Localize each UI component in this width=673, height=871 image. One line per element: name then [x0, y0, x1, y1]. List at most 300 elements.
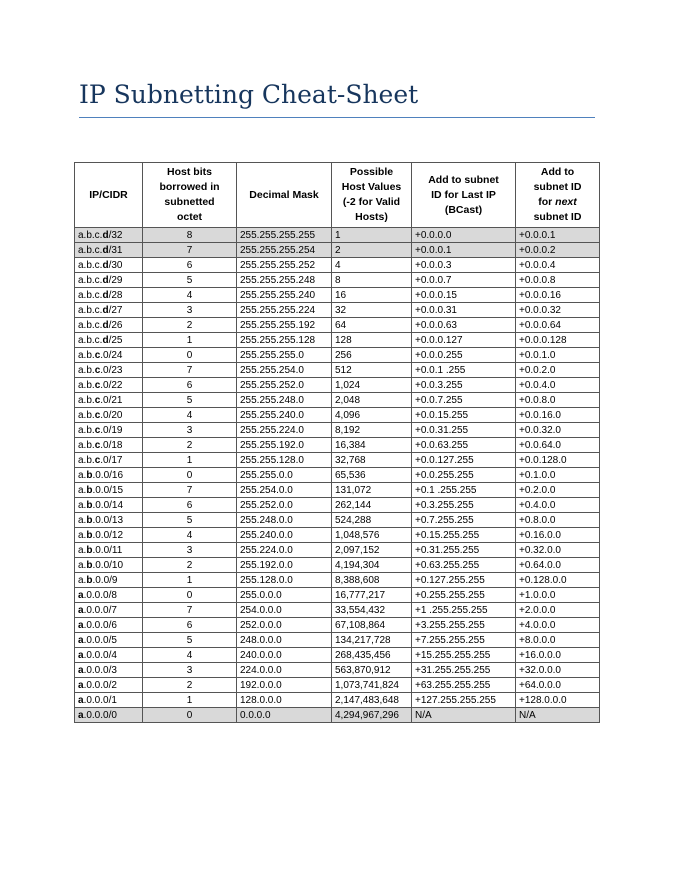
cell-next-subnet: +0.4.0.0: [516, 498, 600, 513]
cell-last-ip: +0.0.3.255: [412, 378, 516, 393]
cell-decimal-mask: 224.0.0.0: [237, 663, 332, 678]
header-next-line: subnet ID: [533, 181, 582, 193]
cell-decimal-mask: 254.0.0.0: [237, 603, 332, 618]
cidr-octet: a: [78, 664, 84, 676]
cell-last-ip: +0.0.7.255: [412, 393, 516, 408]
cell-decimal-mask: 192.0.0.0: [237, 678, 332, 693]
cidr-octet: b: [86, 529, 93, 541]
cell-decimal-mask: 255.255.254.0: [237, 363, 332, 378]
cidr-suffix: .0.0.0/1: [83, 694, 117, 706]
table-row: [75, 348, 600, 363]
cidr-suffix: .0.0/10: [92, 559, 124, 571]
cidr-octet: c: [94, 364, 101, 376]
cidr-suffix: .0.0/16: [92, 469, 124, 481]
cell-possible-hosts: 4: [332, 258, 412, 273]
cell-decimal-mask: 255.255.252.0: [237, 378, 332, 393]
cidr-prefix: a.b.c.: [78, 289, 103, 301]
cell-last-ip: +0.0.63.255: [412, 438, 516, 453]
cell-next-subnet: +1.0.0.0: [516, 588, 600, 603]
cell-next-subnet: +4.0.0.0: [516, 618, 600, 633]
table-body: [75, 228, 600, 723]
table-row: [75, 423, 600, 438]
cidr-prefix: a.: [78, 469, 87, 481]
cell-last-ip: +0.0.0.15: [412, 288, 516, 303]
table-row: [75, 513, 600, 528]
cidr-suffix: /31: [108, 244, 123, 256]
page-title: IP Subnetting Cheat-Sheet: [79, 80, 419, 109]
cell-cidr: [75, 288, 143, 303]
cidr-octet: c: [94, 439, 101, 451]
header-next-line: subnet ID: [533, 211, 582, 223]
cell-possible-hosts: 16: [332, 288, 412, 303]
cidr-suffix: .0.0.0/0: [83, 709, 117, 721]
cell-decimal-mask: 0.0.0.0: [237, 708, 332, 723]
table-row: [75, 498, 600, 513]
cell-next-subnet: +0.0.8.0: [516, 393, 600, 408]
cidr-octet: d: [102, 334, 109, 346]
header-row: [75, 163, 600, 228]
cell-last-ip: +0.0.15.255: [412, 408, 516, 423]
cell-host-bits: 4: [143, 648, 237, 663]
cidr-octet: a: [78, 604, 84, 616]
table-row: [75, 333, 600, 348]
cidr-suffix: .0.0.0/2: [83, 679, 117, 691]
cidr-suffix: .0/21: [100, 394, 123, 406]
cidr-octet: c: [94, 394, 101, 406]
cell-host-bits: 3: [143, 543, 237, 558]
table-row: [75, 378, 600, 393]
cidr-prefix: a.: [78, 574, 87, 586]
cell-possible-hosts: 2,097,152: [332, 543, 412, 558]
cell-last-ip: +3.255.255.255: [412, 618, 516, 633]
cell-host-bits: 6: [143, 498, 237, 513]
cell-host-bits: 1: [143, 693, 237, 708]
cidr-octet: d: [102, 319, 109, 331]
cell-last-ip: +0.0.255.255: [412, 468, 516, 483]
cell-decimal-mask: 255.255.255.240: [237, 288, 332, 303]
table-row: [75, 558, 600, 573]
cidr-octet: b: [86, 514, 93, 526]
cell-possible-hosts: 16,777,217: [332, 588, 412, 603]
cell-cidr: [75, 528, 143, 543]
cell-host-bits: 2: [143, 678, 237, 693]
table-row: [75, 483, 600, 498]
table-row: [75, 618, 600, 633]
cell-last-ip: +0.0.0.255: [412, 348, 516, 363]
cidr-suffix: .0.0.0/3: [83, 664, 117, 676]
cell-next-subnet: +0.16.0.0: [516, 528, 600, 543]
cell-host-bits: 2: [143, 558, 237, 573]
cell-next-subnet: +0.0.0.32: [516, 303, 600, 318]
table-row: [75, 468, 600, 483]
table-row: [75, 648, 600, 663]
cidr-suffix: /25: [108, 334, 123, 346]
header-host-bits-line: borrowed in: [159, 181, 220, 193]
cidr-octet: b: [86, 484, 93, 496]
cell-possible-hosts: 32: [332, 303, 412, 318]
cell-next-subnet: +0.0.128.0: [516, 453, 600, 468]
cell-next-subnet: +0.0.0.4: [516, 258, 600, 273]
cell-decimal-mask: 255.240.0.0: [237, 528, 332, 543]
cell-cidr: [75, 513, 143, 528]
cidr-prefix: a.b.: [78, 364, 95, 376]
table-row: [75, 543, 600, 558]
table-row: [75, 453, 600, 468]
cidr-suffix: .0/22: [100, 379, 123, 391]
cell-last-ip: +0.0.0.7: [412, 273, 516, 288]
cell-host-bits: 3: [143, 663, 237, 678]
cell-next-subnet: +0.0.16.0: [516, 408, 600, 423]
cell-last-ip: +0.15.255.255: [412, 528, 516, 543]
cell-possible-hosts: 563,870,912: [332, 663, 412, 678]
cell-host-bits: 5: [143, 273, 237, 288]
cell-possible-hosts: 1,073,741,824: [332, 678, 412, 693]
header-ip-cidr: IP/CIDR: [75, 163, 143, 228]
cell-last-ip: +0.0.127.255: [412, 453, 516, 468]
cell-next-subnet: +0.0.1.0: [516, 348, 600, 363]
cell-possible-hosts: 8: [332, 273, 412, 288]
cell-last-ip: +0.127.255.255: [412, 573, 516, 588]
cell-decimal-mask: 255.254.0.0: [237, 483, 332, 498]
cell-next-subnet: +16.0.0.0: [516, 648, 600, 663]
cidr-prefix: a.b.: [78, 394, 95, 406]
cidr-suffix: .0/18: [100, 439, 123, 451]
cell-last-ip: +0.0.0.0: [412, 228, 516, 243]
header-hosts-line: Possible: [349, 166, 394, 178]
cidr-suffix: .0.0.0/8: [83, 589, 117, 601]
cell-possible-hosts: 33,554,432: [332, 603, 412, 618]
cidr-prefix: a.: [78, 484, 87, 496]
cell-possible-hosts: 134,217,728: [332, 633, 412, 648]
cidr-prefix: a.: [78, 514, 87, 526]
cell-cidr: [75, 333, 143, 348]
cell-next-subnet: +0.0.4.0: [516, 378, 600, 393]
cidr-suffix: /28: [108, 289, 123, 301]
cell-next-subnet: +0.2.0.0: [516, 483, 600, 498]
cidr-prefix: a.b.: [78, 379, 95, 391]
cell-possible-hosts: 8,192: [332, 423, 412, 438]
cell-host-bits: 1: [143, 453, 237, 468]
table-row: [75, 603, 600, 618]
cell-decimal-mask: 255.248.0.0: [237, 513, 332, 528]
cidr-prefix: a.b.: [78, 349, 95, 361]
title-underline: [79, 117, 595, 118]
cidr-prefix: a.: [78, 544, 87, 556]
cell-possible-hosts: 1,048,576: [332, 528, 412, 543]
cell-decimal-mask: 255.255.248.0: [237, 393, 332, 408]
cell-possible-hosts: 8,388,608: [332, 573, 412, 588]
cell-cidr: [75, 648, 143, 663]
cell-decimal-mask: 255.255.192.0: [237, 438, 332, 453]
cell-cidr: [75, 243, 143, 258]
cell-cidr: [75, 468, 143, 483]
cell-host-bits: 3: [143, 423, 237, 438]
cidr-prefix: a.b.c.: [78, 274, 103, 286]
cell-next-subnet: +0.0.0.2: [516, 243, 600, 258]
cell-next-subnet: +0.32.0.0: [516, 543, 600, 558]
cell-possible-hosts: 4,096: [332, 408, 412, 423]
cidr-octet: a: [78, 694, 84, 706]
table-row: [75, 588, 600, 603]
cell-cidr: [75, 633, 143, 648]
cell-next-subnet: +0.128.0.0: [516, 573, 600, 588]
cidr-prefix: a.: [78, 499, 87, 511]
table-row: [75, 393, 600, 408]
cell-cidr: [75, 303, 143, 318]
cidr-suffix: .0/17: [100, 454, 123, 466]
cell-host-bits: 4: [143, 408, 237, 423]
cell-possible-hosts: 2,147,483,648: [332, 693, 412, 708]
cell-decimal-mask: 255.192.0.0: [237, 558, 332, 573]
cell-cidr: [75, 438, 143, 453]
cell-cidr: [75, 453, 143, 468]
cell-host-bits: 8: [143, 228, 237, 243]
cell-decimal-mask: 255.224.0.0: [237, 543, 332, 558]
cidr-prefix: a.: [78, 559, 87, 571]
table-row: [75, 363, 600, 378]
cidr-suffix: .0.0/13: [92, 514, 124, 526]
cidr-octet: c: [94, 454, 101, 466]
cidr-octet: c: [94, 409, 101, 421]
cell-cidr: [75, 498, 143, 513]
cell-decimal-mask: 255.255.240.0: [237, 408, 332, 423]
header-host-bits: [143, 163, 237, 228]
cell-cidr: [75, 363, 143, 378]
table-row: [75, 228, 600, 243]
cell-cidr: [75, 573, 143, 588]
header-last-line: Add to subnet: [428, 173, 499, 186]
cell-cidr: [75, 423, 143, 438]
cell-possible-hosts: 512: [332, 363, 412, 378]
cell-cidr: [75, 258, 143, 273]
subnetting-table: [74, 162, 600, 723]
cell-cidr: [75, 588, 143, 603]
cell-last-ip: +15.255.255.255: [412, 648, 516, 663]
cidr-suffix: .0.0/12: [92, 529, 124, 541]
header-next-emphasis: next: [555, 196, 577, 208]
header-last-line: ID for Last IP: [431, 188, 496, 201]
cell-decimal-mask: 255.0.0.0: [237, 588, 332, 603]
cell-host-bits: 7: [143, 363, 237, 378]
cell-next-subnet: +0.64.0.0: [516, 558, 600, 573]
cell-cidr: [75, 603, 143, 618]
cidr-suffix: .0/24: [100, 349, 123, 361]
cell-decimal-mask: 255.255.255.192: [237, 318, 332, 333]
cell-possible-hosts: 2,048: [332, 393, 412, 408]
cell-cidr: [75, 663, 143, 678]
cell-decimal-mask: 255.255.255.224: [237, 303, 332, 318]
cell-possible-hosts: 4,294,967,296: [332, 708, 412, 723]
cell-last-ip: +31.255.255.255: [412, 663, 516, 678]
cell-host-bits: 2: [143, 318, 237, 333]
cell-decimal-mask: 255.252.0.0: [237, 498, 332, 513]
header-host-bits-line: Host bits: [167, 166, 212, 178]
cidr-suffix: .0/23: [100, 364, 123, 376]
cell-decimal-mask: 255.255.255.252: [237, 258, 332, 273]
cell-next-subnet: +32.0.0.0: [516, 663, 600, 678]
table-row: [75, 408, 600, 423]
cell-host-bits: 0: [143, 708, 237, 723]
cell-next-subnet: +8.0.0.0: [516, 633, 600, 648]
cidr-octet: d: [102, 259, 109, 271]
cidr-octet: d: [102, 244, 109, 256]
cell-next-subnet: +0.0.0.8: [516, 273, 600, 288]
cidr-octet: a: [78, 649, 84, 661]
cell-cidr: [75, 693, 143, 708]
cell-host-bits: 0: [143, 468, 237, 483]
table-row: [75, 273, 600, 288]
cidr-prefix: a.b.c.: [78, 229, 103, 241]
table-row: [75, 663, 600, 678]
cidr-octet: b: [86, 574, 93, 586]
header-last-line: (BCast): [444, 203, 483, 216]
cell-decimal-mask: 240.0.0.0: [237, 648, 332, 663]
cell-last-ip: +63.255.255.255: [412, 678, 516, 693]
table-row: [75, 288, 600, 303]
cidr-suffix: /27: [108, 304, 123, 316]
cidr-suffix: /29: [108, 274, 123, 286]
header-hosts-line: Host Values: [341, 181, 402, 193]
cidr-octet: d: [102, 304, 109, 316]
cell-possible-hosts: 16,384: [332, 438, 412, 453]
cell-cidr: [75, 618, 143, 633]
cell-host-bits: 4: [143, 288, 237, 303]
cidr-octet: b: [86, 559, 93, 571]
cell-next-subnet: +0.0.2.0: [516, 363, 600, 378]
cell-possible-hosts: 1: [332, 228, 412, 243]
header-possible-hosts: [332, 163, 412, 228]
cell-decimal-mask: 255.255.255.255: [237, 228, 332, 243]
cidr-suffix: /30: [108, 259, 123, 271]
cell-last-ip: +0.0.0.1: [412, 243, 516, 258]
cell-decimal-mask: 255.255.255.248: [237, 273, 332, 288]
cell-next-subnet: N/A: [516, 708, 600, 723]
cidr-octet: a: [78, 589, 84, 601]
header-hosts-line: (-2 for Valid: [342, 196, 401, 208]
cell-possible-hosts: 262,144: [332, 498, 412, 513]
cell-last-ip: +0.0.0.31: [412, 303, 516, 318]
header-next-line: for: [538, 196, 553, 208]
cell-cidr: [75, 483, 143, 498]
cidr-suffix: .0.0/9: [92, 574, 118, 586]
cell-decimal-mask: 255.255.0.0: [237, 468, 332, 483]
cell-next-subnet: +0.8.0.0: [516, 513, 600, 528]
cell-host-bits: 0: [143, 348, 237, 363]
cell-host-bits: 6: [143, 258, 237, 273]
cidr-suffix: .0.0.0/5: [83, 634, 117, 646]
cell-next-subnet: +0.0.0.128: [516, 333, 600, 348]
cell-decimal-mask: 255.128.0.0: [237, 573, 332, 588]
cell-last-ip: +1 .255.255.255: [412, 603, 516, 618]
header-host-bits-line: octet: [176, 211, 203, 223]
cell-possible-hosts: 67,108,864: [332, 618, 412, 633]
cell-host-bits: 0: [143, 588, 237, 603]
cidr-prefix: a.b.c.: [78, 259, 103, 271]
cell-host-bits: 6: [143, 618, 237, 633]
cell-cidr: [75, 318, 143, 333]
table-row: [75, 573, 600, 588]
cell-next-subnet: +0.0.0.16: [516, 288, 600, 303]
table-row: [75, 633, 600, 648]
cidr-octet: d: [102, 289, 109, 301]
cidr-octet: d: [102, 274, 109, 286]
cell-next-subnet: +0.0.0.64: [516, 318, 600, 333]
cell-host-bits: 2: [143, 438, 237, 453]
cell-last-ip: +0.0.0.63: [412, 318, 516, 333]
cidr-octet: c: [94, 424, 101, 436]
cidr-octet: d: [102, 229, 109, 241]
cell-last-ip: +7.255.255.255: [412, 633, 516, 648]
cell-last-ip: +0.255.255.255: [412, 588, 516, 603]
cell-host-bits: 1: [143, 573, 237, 588]
table-row: [75, 438, 600, 453]
cidr-octet: b: [86, 499, 93, 511]
cell-next-subnet: +0.0.64.0: [516, 438, 600, 453]
cidr-octet: b: [86, 469, 93, 481]
cell-possible-hosts: 65,536: [332, 468, 412, 483]
cell-last-ip: +0.7.255.255: [412, 513, 516, 528]
cell-decimal-mask: 255.255.255.128: [237, 333, 332, 348]
cell-host-bits: 7: [143, 483, 237, 498]
header-next-subnet: [516, 163, 600, 228]
cidr-suffix: .0.0/14: [92, 499, 124, 511]
cell-cidr: [75, 273, 143, 288]
cell-host-bits: 1: [143, 333, 237, 348]
cell-decimal-mask: 255.255.224.0: [237, 423, 332, 438]
cell-possible-hosts: 2: [332, 243, 412, 258]
cidr-prefix: a.b.: [78, 409, 95, 421]
cell-possible-hosts: 131,072: [332, 483, 412, 498]
cell-last-ip: +0.0.31.255: [412, 423, 516, 438]
cell-decimal-mask: 255.255.255.0: [237, 348, 332, 363]
cidr-octet: a: [78, 709, 84, 721]
cell-next-subnet: +0.0.32.0: [516, 423, 600, 438]
cell-host-bits: 7: [143, 243, 237, 258]
cidr-octet: c: [94, 379, 101, 391]
table-row: [75, 303, 600, 318]
cell-last-ip: +0.3.255.255: [412, 498, 516, 513]
cell-last-ip: +0.63.255.255: [412, 558, 516, 573]
cell-next-subnet: +0.1.0.0: [516, 468, 600, 483]
header-last-ip: [412, 163, 516, 228]
cell-cidr: [75, 228, 143, 243]
header-decimal-mask: Decimal Mask: [237, 163, 332, 228]
cidr-octet: a: [78, 634, 84, 646]
cell-cidr: [75, 378, 143, 393]
cidr-suffix: .0.0.0/4: [83, 649, 117, 661]
cidr-prefix: a.b.c.: [78, 334, 103, 346]
cidr-prefix: a.b.: [78, 424, 95, 436]
cidr-prefix: a.: [78, 529, 87, 541]
cell-host-bits: 5: [143, 633, 237, 648]
cell-last-ip: +0.0.0.127: [412, 333, 516, 348]
table-row: [75, 258, 600, 273]
header-hosts-line: Hosts): [355, 211, 388, 223]
header-next-line: Add to: [540, 166, 575, 178]
cidr-suffix: /32: [108, 229, 123, 241]
cidr-prefix: a.b.c.: [78, 319, 103, 331]
cidr-prefix: a.b.: [78, 454, 95, 466]
cell-last-ip: N/A: [412, 708, 516, 723]
cell-possible-hosts: 128: [332, 333, 412, 348]
cidr-octet: a: [78, 679, 84, 691]
cidr-suffix: .0.0/11: [92, 544, 123, 556]
cell-cidr: [75, 348, 143, 363]
cell-next-subnet: +128.0.0.0: [516, 693, 600, 708]
cell-host-bits: 4: [143, 528, 237, 543]
cidr-prefix: a.b.c.: [78, 304, 103, 316]
cell-decimal-mask: 255.255.255.254: [237, 243, 332, 258]
